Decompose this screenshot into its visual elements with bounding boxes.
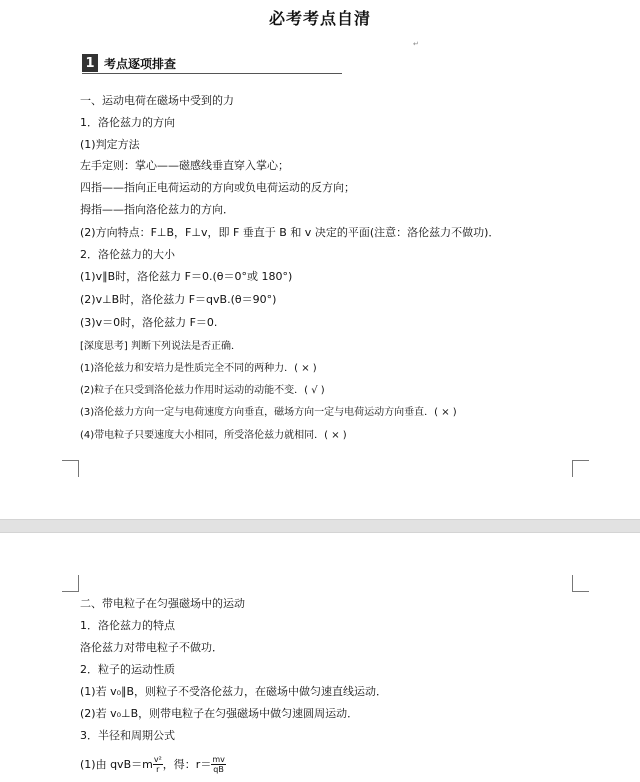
page-gap [0,519,640,533]
paragraph-mark: ↵ [413,40,419,48]
section-underline [82,73,342,74]
text-line: 拇指——指向洛伦兹力的方向． [80,203,234,216]
text-line: (3)洛伦兹力方向一定与电荷速度方向垂直，磁场方向一定与电荷运动方向垂直．( × ) [80,407,457,418]
text-line: (1)判定方法 [80,138,140,151]
document-page-2 [0,533,640,782]
text-line: 1．洛伦兹力的方向 [80,116,175,129]
section-label: 考点逐项排查 [104,56,177,71]
text-line: 一、运动电荷在磁场中受到的力 [80,94,234,107]
fraction-v2-over-r: $\frac{\text{v²}}{r}$ [153,755,162,774]
text-line: 二、带电粒子在匀强磁场中的运动 [80,597,245,610]
text-line: (2)v⊥B时，洛伦兹力 F＝qvB.(θ＝90°) [80,293,277,306]
text-line: (4)带电粒子只要速度大小相同，所受洛伦兹力就相同．( × ) [80,430,347,441]
text-line: (3)v＝0时，洛伦兹力 F＝0. [80,316,218,329]
formula-prefix: (1)由 qvB＝m [80,757,153,771]
formula-line [80,755,226,774]
text-line: 洛伦兹力对带电粒子不做功． [80,641,223,654]
page-corner-mark [572,460,589,477]
page-corner-mark [62,575,79,592]
text-line: (1)v∥B时，洛伦兹力 F＝0.(θ＝0°或 180°) [80,270,293,283]
text-line: 四指——指向正电荷运动的方向或负电荷运动的反方向； [80,181,355,194]
text-line: 2．粒子的运动性质 [80,663,175,676]
fraction-mv-over-qb: $\frac{mv}{qB}$ [212,755,225,774]
page-corner-mark [62,460,79,477]
text-line: (1)洛伦兹力和安培力是性质完全不同的两种力．( × ) [80,363,317,374]
text-line: 1．洛伦兹力的特点 [80,619,175,632]
text-line: 2．洛伦兹力的大小 [80,248,175,261]
section-number-badge: 1 [82,54,98,72]
section-header [82,54,176,72]
formula-mid: ，得：r＝ [162,757,212,771]
page-corner-mark [572,575,589,592]
page-title: 必考考点自清 [268,9,371,28]
text-line: (2)若 v₀⊥B，则带电粒子在匀强磁场中做匀速圆周运动． [80,707,359,720]
text-line: [深度思考] 判断下列说法是否正确． [80,341,241,352]
text-line: 3．半径和周期公式 [80,729,175,742]
text-line: (2)粒子在只受到洛伦兹力作用时运动的动能不变．( √ ) [80,385,325,396]
text-line: (1)若 v₀∥B，则粒子不受洛伦兹力，在磁场中做匀速直线运动． [80,685,388,698]
text-line: 左手定则：掌心——磁感线垂直穿入掌心； [80,159,289,172]
text-line: (2)方向特点：F⊥B，F⊥v，即 F 垂直于 B 和 v 决定的平面(注意：洛伦兹力不做功)． [80,226,500,239]
